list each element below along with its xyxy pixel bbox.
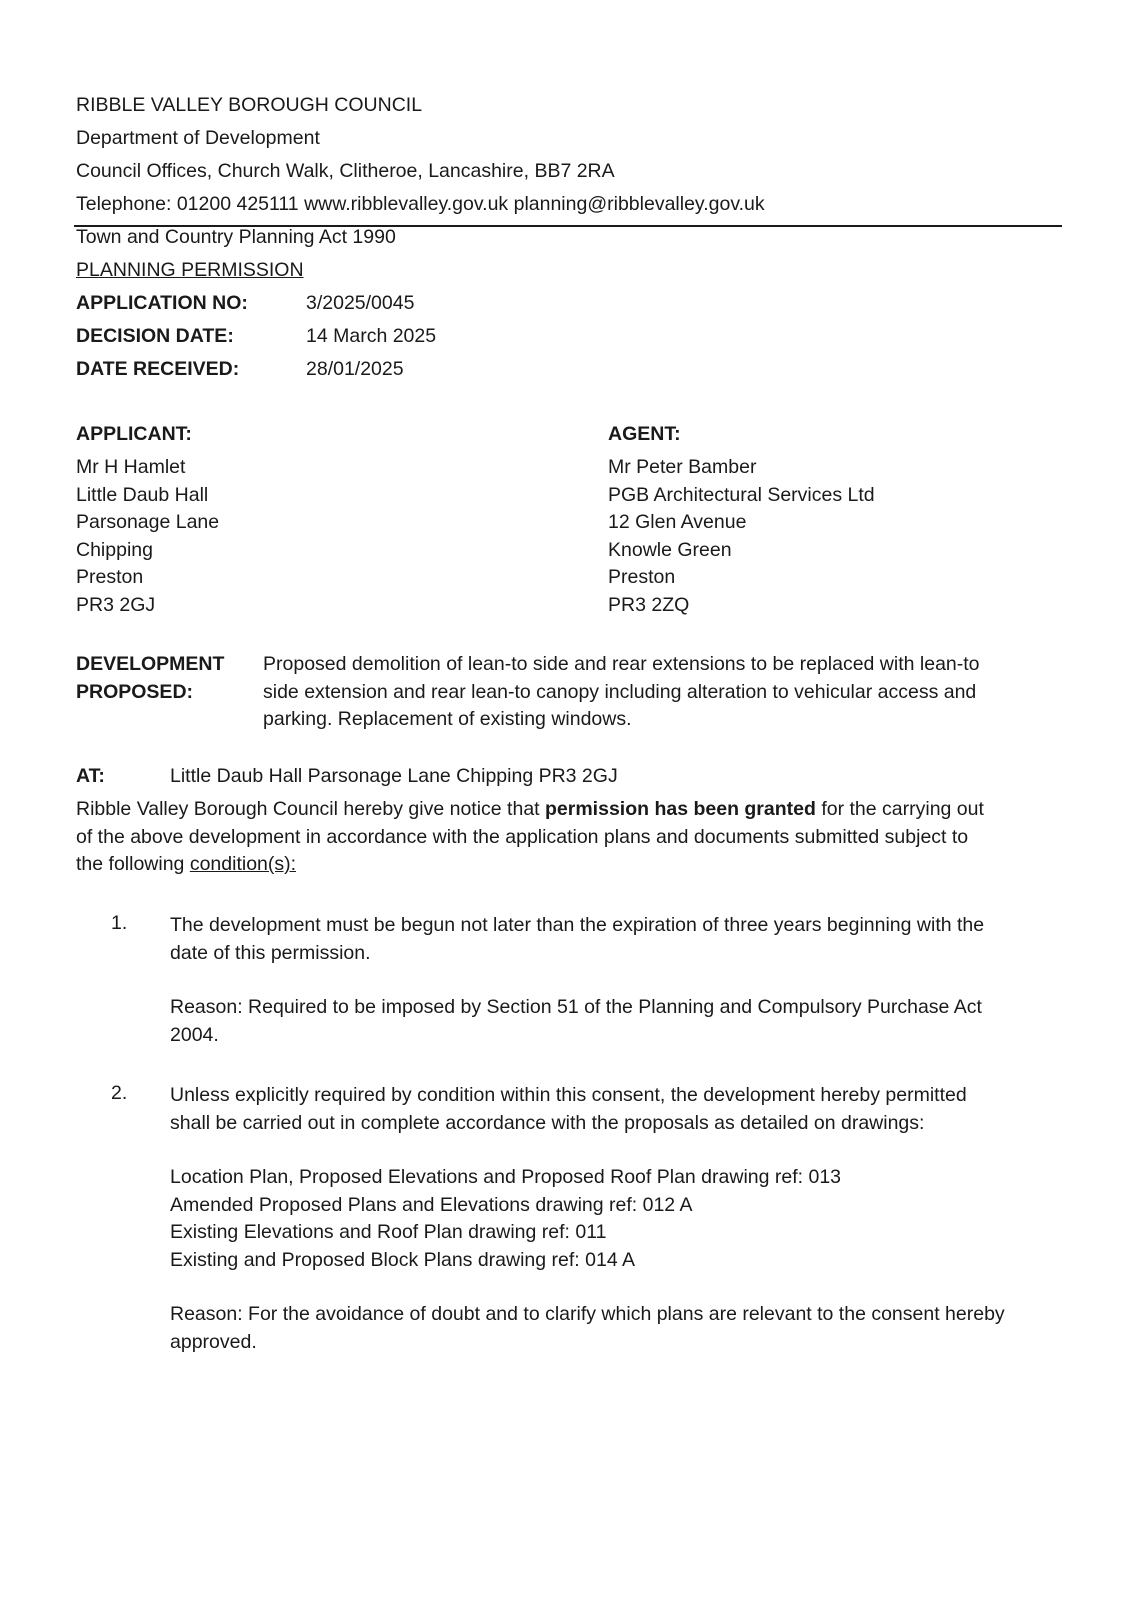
applicant-line: Chipping [76,538,153,561]
applicant-line: Preston [76,566,144,589]
decision-date-value: 14 March 2025 [306,325,437,347]
council-contact: Telephone: 01200 425111 www.ribblevalley.gov.uk planning@ribblevalley.gov.uk [76,193,765,215]
document-type: PLANNING PERMISSION [76,259,304,281]
reason-line: 2004. [170,1023,219,1046]
agent-line: Preston [608,566,676,589]
development-label [76,651,224,706]
notice-line [76,796,984,824]
application-no-label: APPLICATION NO: [76,292,248,314]
development-label-line: DEVELOPMENT [76,653,225,675]
condition-line: date of this permission. [170,941,371,964]
applicant-address [76,454,219,620]
grant-notice [76,796,984,879]
agent-line: Knowle Green [608,538,732,561]
application-no-value: 3/2025/0045 [306,292,415,314]
condition-line: shall be carried out in complete accordance with the proposals as detailed on drawings: [170,1111,925,1134]
applicant-line: Mr H Hamlet [76,456,186,478]
date-received-label: DATE RECEIVED: [76,358,240,380]
drawing-list [170,1164,841,1274]
notice-line: of the above development in accordance with the application plans and documents submitted subject to [76,825,969,848]
condition-number: 2. [111,1082,128,1104]
notice-text: for the carrying out [815,798,984,820]
condition-text [170,912,984,967]
drawing-item: Existing and Proposed Block Plans drawing ref: 014 A [170,1248,636,1271]
condition-reason [170,994,982,1049]
development-line: parking. Replacement of existing windows. [263,708,632,731]
applicant-line: Little Daub Hall [76,483,209,506]
agent-address [608,454,875,620]
notice-text: Ribble Valley Borough Council hereby give notice that [76,798,545,820]
agent-line: PGB Architectural Services Ltd [608,483,875,506]
drawing-item: Location Plan, Proposed Elevations and Proposed Roof Plan drawing ref: 013 [170,1166,842,1188]
decision-date-label: DECISION DATE: [76,325,234,347]
council-address: Council Offices, Church Walk, Clitheroe, Lancashire, BB7 2RA [76,160,615,182]
date-received-value: 28/01/2025 [306,358,404,380]
notice-line [76,851,984,879]
act-title: Town and Country Planning Act 1990 [76,226,396,248]
applicant-line: Parsonage Lane [76,511,220,534]
condition-reason [170,1301,1005,1356]
site-address: Little Daub Hall Parsonage Lane Chipping PR3 2GJ [170,765,618,787]
drawing-item: Existing Elevations and Roof Plan drawing ref: 011 [170,1221,607,1244]
reason-line: approved. [170,1330,257,1353]
at-label: AT: [76,765,105,787]
development-line: side extension and rear lean-to canopy including alteration to vehicular access and [263,680,977,703]
condition-line: Unless explicitly required by condition within this consent, the development hereby permitted [170,1084,967,1106]
notice-text: the following [76,853,190,876]
applicant-heading: APPLICANT: [76,423,192,445]
drawing-item: Amended Proposed Plans and Elevations drawing ref: 012 A [170,1193,693,1216]
condition-line: The development must be begun not later than the expiration of three years beginning with the [170,914,985,936]
condition-number: 1. [111,912,128,934]
applicant-line: PR3 2GJ [76,593,156,616]
department-name: Department of Development [76,127,320,149]
condition-text [170,1082,967,1137]
agent-line: PR3 2ZQ [608,593,690,616]
development-line: Proposed demolition of lean-to side and rear extensions to be replaced with lean-to [263,653,980,675]
agent-heading: AGENT: [608,423,681,445]
development-label-line: PROPOSED: [76,680,194,703]
council-name: RIBBLE VALLEY BOROUGH COUNCIL [76,94,423,116]
reason-line: Reason: Required to be imposed by Section 51 of the Planning and Compulsory Purchase Act [170,996,982,1018]
conditions-heading: condition(s): [189,853,297,876]
agent-line: 12 Glen Avenue [608,511,747,534]
reason-line: Reason: For the avoidance of doubt and to clarify which plans are relevant to the consent hereby [170,1303,1005,1325]
agent-line: Mr Peter Bamber [608,456,757,478]
permission-granted: permission has been granted [545,798,816,820]
development-description [263,651,980,734]
